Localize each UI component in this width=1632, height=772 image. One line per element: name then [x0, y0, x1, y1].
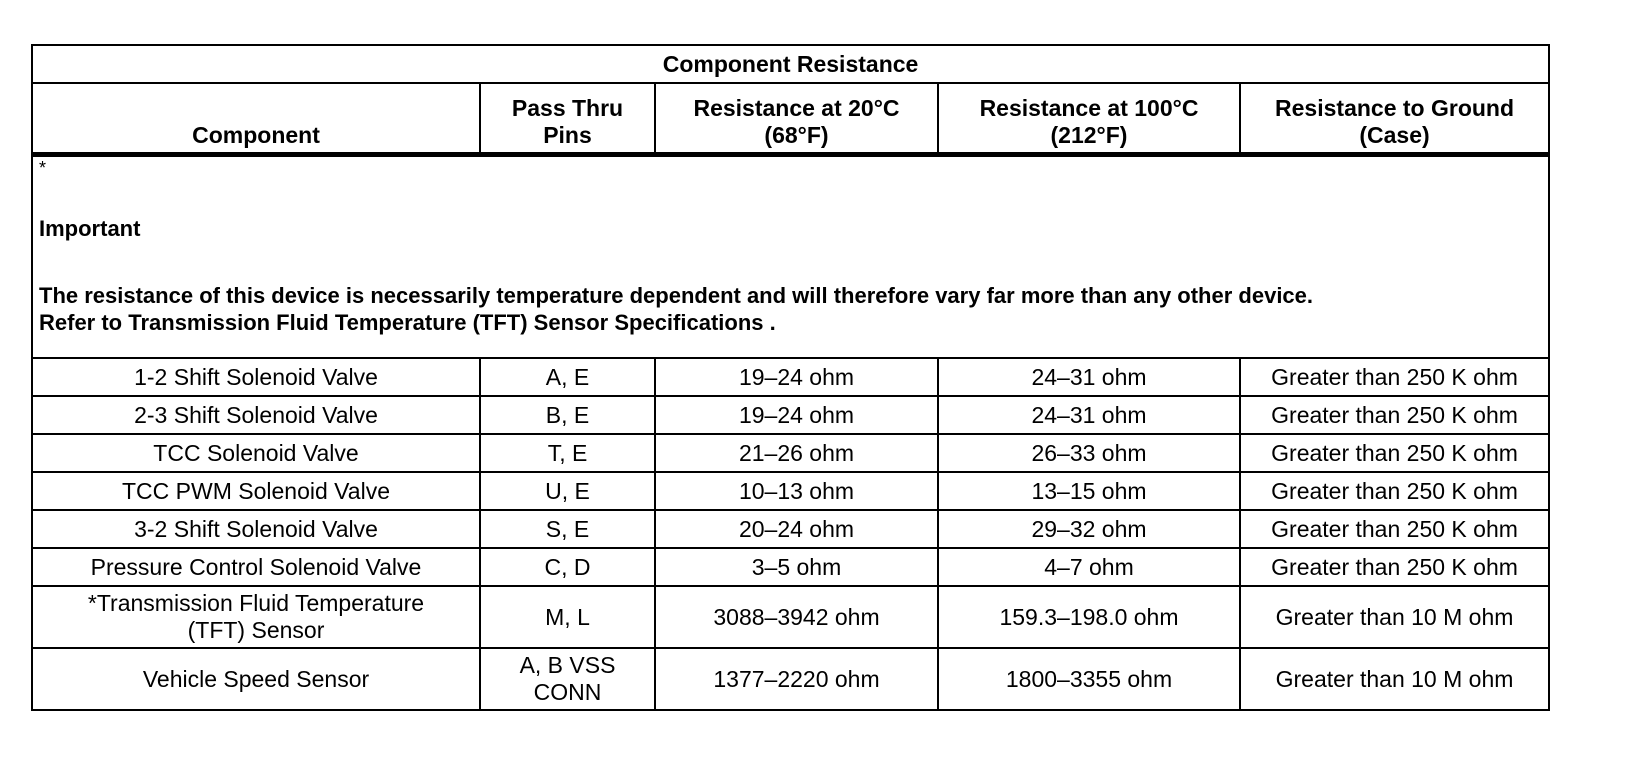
column-header-pins-line1: Pass Thru [511, 95, 624, 121]
cell-pins-text: A, E [545, 363, 590, 390]
cell-resistance-100c-text: 13–15 ohm [1031, 477, 1147, 504]
cell-resistance-ground-text: Greater than 250 K ohm [1271, 363, 1518, 390]
cell-resistance-100c-text: 24–31 ohm [1031, 401, 1147, 428]
cell-resistance-20c-text: 20–24 ohm [738, 515, 855, 542]
cell-resistance-100c-text: 4–7 ohm [1044, 553, 1134, 580]
cell-resistance-ground [1240, 548, 1549, 586]
cell-resistance-100c [938, 396, 1240, 434]
cell-pins [480, 648, 655, 710]
cell-resistance-100c [938, 548, 1240, 586]
cell-pins [480, 548, 655, 586]
column-header-ground-line1: Resistance to Ground [1275, 95, 1515, 121]
cell-pins [480, 586, 655, 648]
column-header-component-line2: Component [192, 122, 320, 148]
cell-pins [480, 472, 655, 510]
cell-resistance-20c [655, 434, 938, 472]
cell-resistance-20c [655, 510, 938, 548]
cell-resistance-20c [655, 396, 938, 434]
cell-resistance-100c-text: 26–33 ohm [1031, 439, 1147, 466]
cell-pins [480, 434, 655, 472]
cell-component [32, 586, 480, 648]
column-header-pins [480, 83, 655, 155]
cell-component [32, 510, 480, 548]
cell-component-text: Pressure Control Solenoid Valve [90, 553, 422, 580]
table-row [32, 472, 1549, 510]
cell-resistance-ground [1240, 472, 1549, 510]
note-text-line2: Refer to Transmission Fluid Temperature (TFT) Sensor Specifications . [39, 310, 776, 335]
note-text-line1: The resistance of this device is necessarily temperature dependent and will therefore vary far more than any other device. [39, 283, 1314, 308]
cell-resistance-100c [938, 648, 1240, 710]
note-asterisk: * [39, 158, 47, 178]
column-header-row [32, 83, 1549, 155]
cell-resistance-100c [938, 472, 1240, 510]
column-header-component [32, 83, 480, 155]
cell-component [32, 358, 480, 396]
cell-resistance-20c [655, 472, 938, 510]
column-header-r20-line1: Resistance at 20°C [693, 95, 900, 121]
table-title: Component Resistance [32, 45, 1549, 83]
cell-resistance-100c-text: 1800–3355 ohm [1005, 665, 1173, 692]
cell-resistance-ground-text: Greater than 250 K ohm [1271, 477, 1518, 504]
cell-component-text: 3-2 Shift Solenoid Valve [134, 515, 378, 542]
note-label: Important [39, 216, 141, 241]
cell-pins [480, 510, 655, 548]
cell-resistance-ground-text: Greater than 250 K ohm [1271, 401, 1518, 428]
cell-component-text: 2-3 Shift Solenoid Valve [134, 401, 378, 428]
cell-resistance-20c [655, 648, 938, 710]
component-resistance-table [31, 44, 1550, 711]
table-row [32, 648, 1549, 710]
cell-resistance-20c-text: 19–24 ohm [738, 401, 855, 428]
column-header-r100-line1: Resistance at 100°C [979, 95, 1199, 121]
cell-component-text: TCC PWM Solenoid Valve [122, 477, 390, 504]
cell-component [32, 434, 480, 472]
column-header-r100 [938, 83, 1240, 155]
cell-resistance-100c-text: 159.3–198.0 ohm [999, 603, 1179, 630]
important-note [32, 155, 1549, 359]
table-row [32, 358, 1549, 396]
cell-resistance-ground-text: Greater than 250 K ohm [1271, 515, 1518, 542]
cell-pins [480, 358, 655, 396]
column-header-r100-line2: (212°F) [1050, 122, 1128, 148]
cell-component-text: 1-2 Shift Solenoid Valve [134, 363, 378, 390]
cell-pins [480, 396, 655, 434]
cell-resistance-20c [655, 358, 938, 396]
cell-resistance-20c-text: 3088–3942 ohm [713, 603, 880, 630]
table-row [32, 396, 1549, 434]
cell-pins-text: S, E [545, 515, 590, 542]
column-header-ground-line2: (Case) [1359, 122, 1430, 148]
important-note-row [32, 155, 1549, 359]
cell-pins-text: T, E [547, 439, 588, 466]
cell-component-text: *Transmission Fluid Temperature [87, 590, 425, 616]
cell-pins-text: C, D [544, 553, 591, 580]
cell-resistance-ground [1240, 510, 1549, 548]
cell-pins-text: A, B VSS [519, 652, 616, 678]
cell-resistance-20c-text: 10–13 ohm [738, 477, 855, 504]
cell-resistance-100c [938, 434, 1240, 472]
cell-resistance-ground [1240, 434, 1549, 472]
cell-pins-text-line2: CONN [533, 679, 602, 705]
cell-component [32, 548, 480, 586]
cell-resistance-20c [655, 586, 938, 648]
cell-component-text-line2: (TFT) Sensor [187, 617, 325, 643]
cell-resistance-100c [938, 358, 1240, 396]
cell-resistance-20c [655, 548, 938, 586]
cell-resistance-100c [938, 586, 1240, 648]
cell-component [32, 472, 480, 510]
column-header-r20-line2: (68°F) [764, 122, 829, 148]
cell-component-text: Vehicle Speed Sensor [142, 665, 370, 692]
column-header-ground [1240, 83, 1549, 155]
cell-resistance-ground-text: Greater than 10 M ohm [1275, 665, 1514, 692]
cell-component [32, 648, 480, 710]
cell-resistance-ground-text: Greater than 250 K ohm [1271, 553, 1518, 580]
cell-pins-text: B, E [545, 401, 590, 428]
table-row [32, 434, 1549, 472]
cell-pins-text: M, L [545, 603, 590, 630]
cell-resistance-100c-text: 24–31 ohm [1031, 363, 1147, 390]
cell-resistance-20c-text: 1377–2220 ohm [713, 665, 880, 692]
cell-resistance-20c-text: 3–5 ohm [751, 553, 842, 580]
cell-resistance-20c-text: 21–26 ohm [738, 439, 855, 466]
cell-resistance-ground-text: Greater than 10 M ohm [1275, 603, 1514, 630]
cell-resistance-ground [1240, 586, 1549, 648]
table-row [32, 548, 1549, 586]
table-row [32, 586, 1549, 648]
cell-pins-text: U, E [545, 477, 590, 504]
table-row [32, 510, 1549, 548]
cell-resistance-100c-text: 29–32 ohm [1031, 515, 1147, 542]
column-header-pins-line2: Pins [543, 122, 592, 148]
column-header-r20 [655, 83, 938, 155]
cell-resistance-100c [938, 510, 1240, 548]
cell-resistance-ground-text: Greater than 250 K ohm [1271, 439, 1518, 466]
table-title-row [32, 45, 1549, 83]
cell-resistance-ground [1240, 648, 1549, 710]
cell-resistance-20c-text: 19–24 ohm [738, 363, 855, 390]
cell-resistance-ground [1240, 358, 1549, 396]
cell-component [32, 396, 480, 434]
cell-resistance-ground [1240, 396, 1549, 434]
cell-component-text: TCC Solenoid Valve [153, 439, 359, 466]
